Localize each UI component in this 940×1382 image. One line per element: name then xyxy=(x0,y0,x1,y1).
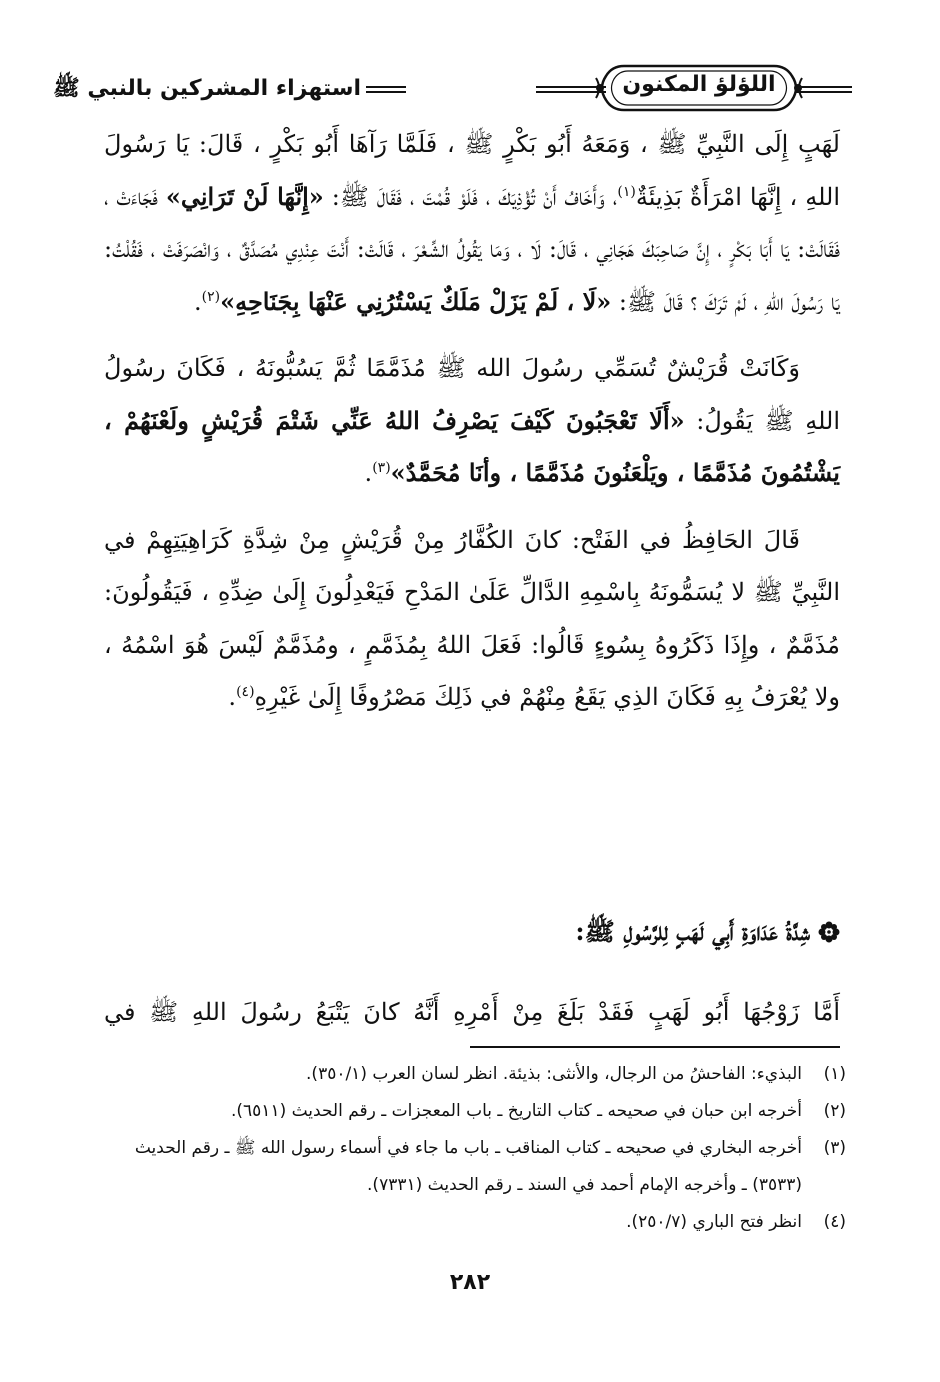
header-rule-left xyxy=(366,86,406,94)
paragraph-2: وَكَانَتْ قُرَيْشٌ تُسَمِّي رسُولَ الله ﷺ مُذَمَّمًا ثُمَّ يَسُبُّونَهُ ، فَكَانَ رسُولُ اللهِ ﷺ يَقُولُ: «أَلَا تَعْجَبُونَ كَيْفَ يَصْرِفُ اللهُ عَنِّي شَتْمَ قُرَيْشٍ ولَعْنَهُمْ ، يَشْتُمُونَ مُذَمَّمًا ، ويَلْعَنُونَ مُذَمَّمًا ، وأنَا مُحَمَّدٌ»$^{(٣)}$. xyxy=(104,354,840,487)
book-title: اللؤلؤ المكنون xyxy=(622,72,776,97)
footnote-ref-4: (٤) xyxy=(236,684,255,700)
footnote-2: (٢) أخرجه ابن حبان في صحيحه ـ كتاب التاريخ ـ باب المعجزات ـ رقم الحديث (٦٥١١). xyxy=(231,1101,846,1121)
continuing-paragraph: أَمَّا زَوْجُهَا أَبُو لَهَبٍ فَقَدْ بَلَغَ مِنْ أَمْرِهِ أَنَّهُ كانَ يَتْبَعُ رسُولَ اللهِ ﷺ في xyxy=(104,998,840,1026)
footnote-3: (٣) أخرجه البخاري في صحيحه ـ كتاب المناقب ـ باب ما جاء في أسماء رسول الله ﷺ ـ رقم الحديث (٣٥٣٣) ـ وأخرجه الإمام أحمد في السند ـ رقم الحديث (٧٣٣١). xyxy=(134,1138,846,1195)
hadith-quote: «أَلَا تَعْجَبُونَ كَيْفَ يَصْرِفُ اللهُ عَنِّي شَتْمَ قُرَيْشٍ ولَعْنَهُمْ ، يَشْتُمُونَ مُذَمَّمًا ، ويَلْعَنُونَ مُذَمَّمًا ، وأنَا مُحَمَّدٌ» xyxy=(104,405,840,487)
footnote-1: (١) البذيء: الفاحشُ من الرجال، والأنثى: بذيئة. انظر لسان العرب (٣٥٠/١). xyxy=(306,1064,846,1084)
footnote-divider xyxy=(470,1046,840,1048)
paragraph-3: قَالَ الحَافِظُ في الفَتْح: كانَ الكُفَّارُ مِنْ قُرَيْشٍ مِنْ شِدَّةِ كَرَاهِيَتِهِمْ في النَّبِيِّ ﷺ لا يُسَمُّونَهُ بِاسْمِهِ الدَّالِّ عَلَىٰ المَدْحِ فَيَعْدِلُونَ إِلَىٰ ضِدِّهِ ، فَيَقُولُونَ: مُذَمَّمٌ ، وإِذَا ذَكَرُوهُ بِسُوءٍ قَالُوا: فَعَلَ اللهُ بِمُذَمَّمٍ ، ومُذَمَّمٌ لَيْسَ هُوَ اسْمُهُ ، ولا يُعْرَفُ بِهِ فَكَانَ الذِي يَقَعُ مِنْهُمْ في ذَلِكَ مَصْرُوفًا إِلَىٰ غَيْرِهِ$^{(٤)}$. xyxy=(104,525,840,711)
footnotes xyxy=(104,1056,846,1241)
running-title: استهزاء المشركين بالنبي ﷺ xyxy=(53,76,361,101)
footnote-ref-2: (٢) xyxy=(201,288,221,305)
footnote-4: (٤) انظر فتح الباري (٢٥٠/٧). xyxy=(626,1212,846,1232)
book-title-cartouche xyxy=(594,58,804,118)
page-number: ٢٨٢ xyxy=(449,1270,491,1295)
header-rule-right xyxy=(796,86,852,94)
section-subheading: شِدَّةُ عَدَاوَةِ أَبِي لَهَبٍ لِلرَّسُولِ ﷺ: xyxy=(104,906,840,958)
footnote-ref-3: (٣) xyxy=(372,460,391,476)
hadith-quote: «إِنَّهَا لَنْ تَرَانِي» xyxy=(165,181,324,211)
paragraph-1: لَهَبٍ إِلَى النَّبِيِّ ﷺ ، وَمَعَهُ أَبُو بَكْرٍ ﷺ ، فَلَمَّا رَآهَا أَبُو بَكْرٍ ، قَالَ: يَا رَسُولَ اللهِ ، إِنَّهَا امْرَأَةٌ بَذِيئَةٌ$^{(١)}$، وَأَخَافُ أَنْ تُؤْذِيَكَ ، فَلَوْ قُمْتَ ، فَقَالَ ﷺ: «إِنَّهَا لَنْ تَرَانِي» فَجَاءَتْ ، فَقَالَتْ: يَا أَبَا بَكْرٍ ، إِنَّ صَاحِبَكَ هَجَانِي ، قَالَ: لَا ، وَمَا يَقُولُ الشِّعْرَ ، قَالَتْ: أَنْتَ عِنْدِي مُصَدَّقٌ ، وَانْصَرَفَتْ ، فَقُلْتُ: يَا رَسُولَ اللهِ ، لَمْ تَرَكَ ؟ قَالَ ﷺ: «لَا ، لَمْ يَزَلْ مَلَكٌ يَسْتُرُنِي عَنْهَا بِجَنَاحِهِ»$^{(٢)}$. xyxy=(104,130,841,316)
flower-bullet-icon xyxy=(818,921,840,943)
hadith-quote: «لَا ، لَمْ يَزَلْ مَلَكٌ يَسْتُرُنِي عَنْهَا بِجَنَاحِهِ» xyxy=(220,286,612,316)
footnote-ref-1: (١) xyxy=(617,183,636,200)
main-text xyxy=(104,118,840,724)
